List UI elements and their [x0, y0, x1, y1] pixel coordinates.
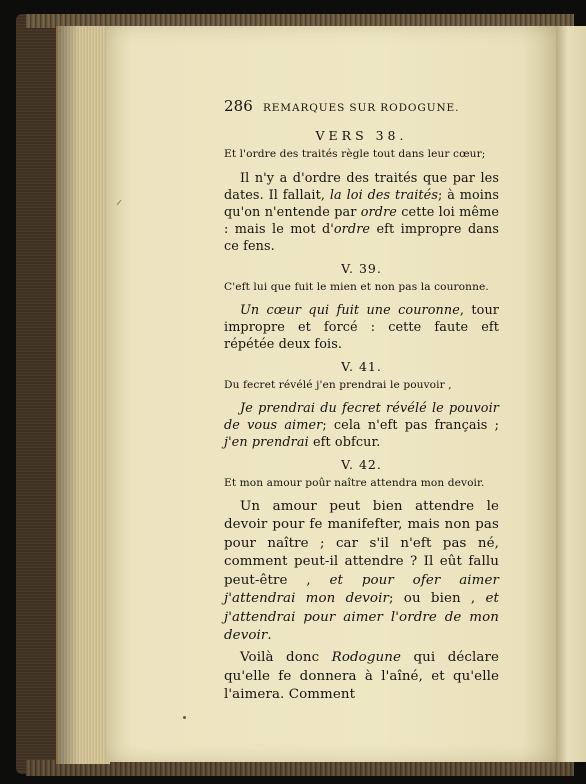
verse-heading: V. 42.: [341, 456, 382, 472]
commentary-paragraph: [224, 649, 499, 704]
italic-run: Je prendrai du fecret révélé le pouvoir de vous aimer: [224, 401, 499, 434]
commentary-paragraph: [224, 498, 499, 645]
text-run: eft obfcur.: [308, 435, 381, 451]
verse-quote: Et mon amour poûr naître attendra mon devoir.: [224, 476, 485, 489]
italic-run: Un cœur qui fuit une couronne: [240, 303, 460, 319]
text-run: .: [267, 627, 272, 643]
italic-run: j'en prendrai: [224, 435, 309, 451]
italic-run: ordre: [333, 222, 371, 238]
verse-heading: VERS 38.: [315, 128, 408, 144]
text-run: Voilà donc: [240, 650, 332, 666]
italic-run: ordre: [360, 205, 397, 221]
page-edges: [56, 26, 110, 764]
italic-run: et j'attendrai pour aimer l'ordre de mon devoir: [224, 591, 499, 643]
text-run: cette loi même : mais le mot d': [224, 205, 499, 238]
commentary-paragraph: [224, 400, 499, 452]
page-number: 286: [224, 97, 253, 115]
text-run: , tour impropre et forcé : cette faute eft répétée deux fois.: [224, 303, 499, 353]
text-run: ; ou bien ,: [388, 591, 486, 607]
verse-heading: V. 41.: [341, 358, 382, 374]
verse-quote: Et l'ordre des traités règle tout dans leur cœur;: [224, 148, 486, 161]
italic-run: la loi des traités: [329, 187, 438, 203]
page-speck: [183, 716, 186, 719]
commentary-paragraph: [224, 170, 499, 256]
running-title: REMARQUES SUR RODOGUNE.: [262, 102, 460, 114]
verse-quote: Du fecret révélé j'en prendrai le pouvoir ,: [224, 378, 452, 391]
text-run: qui déclare qu'elle fe donnera à l'aîné, et qu'elle l'aimera. Comment: [224, 650, 499, 703]
text-run: ; cela n'eft pas français ;: [322, 418, 499, 434]
book-cover-left: [16, 14, 60, 774]
text-run: Un amour peut bien attendre le devoir pour fe manifefter, mais non pas pour naître ; car s'il n'eft pas né, comment peut-il attendre ? Il eût fallu peut-être ,: [224, 499, 499, 588]
text-run: ; à moins qu'on n'entende par: [224, 187, 499, 221]
verse-quote: C'eft lui que fuit le mien et non pas la couronne.: [224, 280, 489, 293]
italic-run: Rodogune: [331, 650, 401, 666]
page-header: [224, 98, 499, 117]
text-run: Il n'y a d'ordre des traités que par les dates. Il fallait,: [224, 170, 499, 203]
commentary-paragraph: [224, 302, 499, 354]
text-run: eft impropre dans ce fens.: [224, 222, 499, 255]
italic-run: et pour ofer aimer j'attendrai mon devoir: [224, 572, 499, 607]
page-text: [224, 98, 499, 709]
facing-page-edge: [556, 26, 586, 762]
verse-heading: V. 39.: [341, 260, 382, 276]
entries: [224, 127, 499, 704]
